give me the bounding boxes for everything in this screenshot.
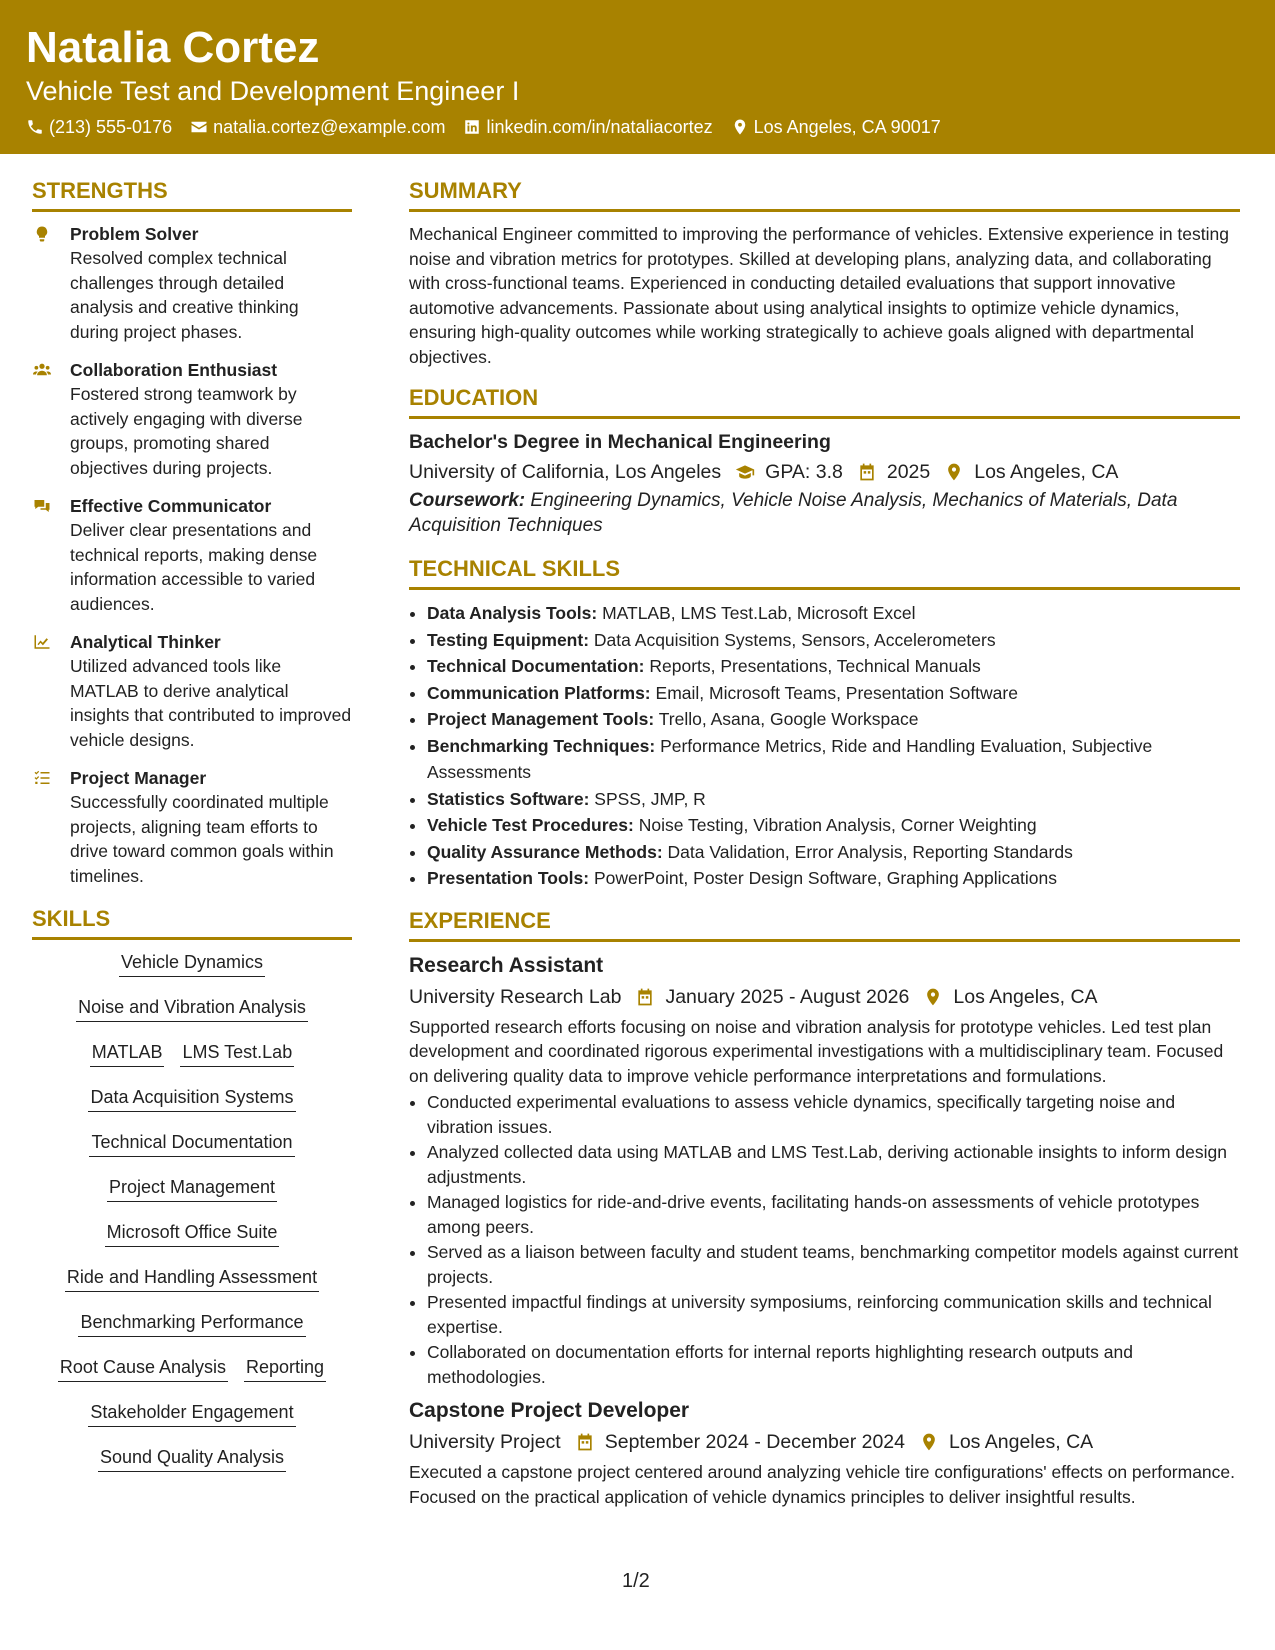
list-item — [427, 812, 1240, 839]
job-org: University Research Lab — [409, 985, 622, 1008]
job-meta — [409, 983, 1240, 1011]
skill-tag: Project Management — [107, 1175, 277, 1202]
strength-title: Project Manager — [70, 768, 207, 788]
location-text: Los Angeles, CA 90017 — [753, 117, 941, 137]
location-pin-icon — [731, 118, 749, 136]
skill-tag: Noise and Vibration Analysis — [76, 995, 308, 1022]
summary-text: Mechanical Engineer committed to improving the performance of vehicles. Extensive experience in testing noise and vibration metrics for prototypes. Skilled at developing plans, analyzing data, and collaborating with cross-functional teams. Experienced in conducting detailed evaluations that support innovative automotive advancements. Passionate about using analytical insights to optimize vehicle dynamics, ensuring high-quality outcomes while working strategically to achieve goals aligned with departmental objectives. — [409, 224, 1229, 367]
linkedin-text: linkedin.com/in/nataliacortez — [486, 117, 713, 137]
strength-item — [32, 630, 352, 752]
list-item — [427, 627, 1240, 654]
location-pin-icon — [923, 987, 943, 1007]
skill-tag: Sound Quality Analysis — [98, 1445, 286, 1472]
job-title: Research Assistant — [409, 953, 604, 977]
skills-cloud — [32, 950, 352, 1490]
job-title: Capstone Project Developer — [409, 1399, 690, 1422]
job-location: Los Angeles, CA — [953, 985, 1098, 1008]
list-item: • Collaborated on documentation efforts for internal reports highlighting research outputs and methodologies. — [427, 1340, 1240, 1389]
envelope-icon — [190, 118, 208, 136]
contact-location — [731, 114, 941, 140]
technical-skills-list — [409, 600, 1240, 892]
skill-values: Data Validation, Error Analysis, Reporting Standards — [667, 841, 1073, 862]
list-item — [427, 865, 1240, 892]
job-location: Los Angeles, CA — [948, 1431, 1094, 1453]
school-name: University of California, Los Angeles — [409, 461, 722, 483]
skill-row — [32, 1355, 352, 1400]
skill-row — [32, 1130, 352, 1175]
phone-text: (213) 555-0176 — [49, 117, 173, 137]
skill-values: SPSS, JMP, R — [594, 788, 706, 809]
graduation-year: 2025 — [886, 461, 931, 483]
skill-tag: Stakeholder Engagement — [88, 1400, 295, 1427]
list-item: • Managed logistics for ride-and-drive events, facilitating hands-on assessments of vehicle prototypes among peers. — [427, 1190, 1240, 1239]
job-dates: September 2024 - December 2024 — [604, 1431, 905, 1453]
skill-tag: Benchmarking Performance — [78, 1310, 305, 1337]
list-item — [427, 706, 1240, 733]
skill-tag: Vehicle Dynamics — [119, 950, 265, 977]
skill-category: Quality Assurance Methods: — [427, 841, 663, 862]
skill-category: Benchmarking Techniques: — [427, 735, 656, 756]
skill-values: Email, Microsoft Teams, Presentation Software — [655, 682, 1018, 703]
job-entry — [409, 1397, 1240, 1509]
lightbulb-icon — [32, 225, 52, 243]
page-number: 1/2 — [622, 1570, 650, 1592]
education-heading: EDUCATION — [409, 383, 1240, 419]
list-item: • Presented impactful findings at university symposiums, reinforcing communication skills and technical expertise. — [427, 1290, 1240, 1339]
skill-tag: Data Acquisition Systems — [88, 1085, 295, 1112]
strength-text: Deliver clear presentations and technical reports, making dense information accessible to varied audiences. — [70, 520, 318, 614]
candidate-title: Vehicle Test and Development Engineer I — [26, 76, 520, 106]
skill-values: Reports, Presentations, Technical Manuals — [649, 656, 981, 676]
skill-tag: Reporting — [244, 1355, 326, 1382]
coursework-label: Coursework: — [409, 490, 526, 511]
skill-tag: Ride and Handling Assessment — [65, 1265, 319, 1292]
chart-line-icon — [32, 633, 52, 651]
skill-category: Data Analysis Tools: — [427, 603, 598, 623]
skill-category: Technical Documentation: — [427, 656, 645, 676]
skill-category: Testing Equipment: — [427, 629, 590, 650]
location-pin-icon — [919, 1432, 939, 1452]
coursework — [409, 488, 1240, 538]
skill-values: PowerPoint, Poster Design Software, Graphing Applications — [593, 868, 1057, 888]
skill-values: Data Acquisition Systems, Sensors, Accelerometers — [593, 629, 996, 650]
right-column — [409, 176, 1240, 1509]
job-entry — [409, 952, 1240, 1390]
strengths-heading: STRENGTHS — [32, 176, 352, 212]
strength-item — [32, 358, 352, 480]
skills-heading: SKILLS — [32, 904, 352, 940]
strength-title: Problem Solver — [70, 224, 199, 244]
skill-category: Statistics Software: — [427, 788, 590, 809]
skill-tag: Technical Documentation — [89, 1130, 294, 1157]
job-bullets — [409, 1090, 1240, 1389]
linkedin-icon — [463, 118, 481, 136]
calendar-icon — [635, 987, 655, 1007]
strength-item — [32, 494, 352, 616]
skill-tag: Root Cause Analysis — [58, 1355, 228, 1382]
skill-row — [32, 995, 352, 1040]
strength-text: Successfully coordinated multiple projects, aligning team efforts to drive toward common goals within timelines. — [70, 792, 334, 886]
list-item — [427, 653, 1240, 680]
list-item — [427, 600, 1240, 627]
strength-item — [32, 222, 352, 344]
graduation-cap-icon — [735, 462, 755, 482]
list-item: • Analyzed collected data using MATLAB and LMS Test.Lab, deriving actionable insights to inform design adjustments. — [427, 1140, 1240, 1189]
skill-row — [32, 950, 352, 995]
skill-row — [32, 1310, 352, 1355]
job-dates: January 2025 - August 2026 — [665, 985, 910, 1008]
skill-row — [32, 1265, 352, 1310]
skill-category: Presentation Tools: — [427, 868, 590, 888]
calendar-icon — [857, 462, 877, 482]
list-item: • Conducted experimental evaluations to assess vehicle dynamics, specifically targeting noise and vibration issues. — [427, 1090, 1240, 1139]
strength-text: Resolved complex technical challenges through detailed analysis and creative thinking during project phases. — [70, 248, 299, 342]
skill-category: Communication Platforms: — [427, 682, 651, 703]
users-icon — [32, 361, 52, 379]
list-item — [427, 733, 1240, 786]
skill-row — [32, 1220, 352, 1265]
skill-tag: LMS Test.Lab — [180, 1040, 294, 1067]
skill-tag: MATLAB — [90, 1040, 165, 1067]
strength-title: Collaboration Enthusiast — [70, 360, 278, 380]
contact-email[interactable] — [190, 114, 445, 140]
contact-bar — [26, 114, 941, 140]
technical-skills-heading: TECHNICAL SKILLS — [409, 554, 1240, 590]
experience-heading: EXPERIENCE — [409, 906, 1240, 942]
location-pin-icon — [944, 462, 964, 482]
strength-text: Utilized advanced tools like MATLAB to derive analytical insights that contributed to improved vehicle designs. — [70, 656, 352, 750]
list-item: • Served as a liaison between faculty and student teams, benchmarking competitor models against current projects. — [427, 1240, 1240, 1289]
skill-row — [32, 1445, 352, 1490]
skill-values: Trello, Asana, Google Workspace — [658, 709, 919, 729]
skill-row — [32, 1400, 352, 1445]
education-location: Los Angeles, CA — [974, 461, 1119, 483]
coursework-list: Engineering Dynamics, Vehicle Noise Analysis, Mechanics of Materials, Data Acquisition Techniques — [409, 490, 1178, 536]
list-check-icon — [32, 769, 52, 787]
contact-linkedin[interactable] — [463, 114, 712, 140]
strength-title: Analytical Thinker — [70, 632, 221, 652]
list-item — [427, 680, 1240, 707]
skill-row — [32, 1040, 352, 1085]
degree-title: Bachelor's Degree in Mechanical Engineering — [409, 431, 831, 453]
left-column — [32, 176, 352, 1490]
contact-phone[interactable] — [26, 114, 172, 140]
list-item — [427, 839, 1240, 866]
comments-icon — [32, 497, 52, 515]
job-org: University Project — [409, 1431, 561, 1453]
skill-tag: Microsoft Office Suite — [105, 1220, 280, 1247]
job-description: Executed a capstone project centered around analyzing vehicle tire configurations' effects on performance. Focused on the practical application of vehicle dynamics principles to deliver insightful results. — [409, 1462, 1236, 1507]
skill-values: Noise Testing, Vibration Analysis, Corner Weighting — [638, 815, 1037, 835]
strength-text: Fostered strong teamwork by actively engaging with diverse groups, promoting shared objectives during projects. — [70, 384, 303, 478]
education-meta — [409, 458, 1240, 486]
resume-header — [0, 0, 1275, 154]
summary-heading: SUMMARY — [409, 176, 1240, 212]
strength-title: Effective Communicator — [70, 496, 272, 516]
phone-icon — [26, 118, 44, 136]
skill-values: Performance Metrics, Ride and Handling Evaluation, Subjective Assessments — [427, 735, 1153, 782]
skill-row — [32, 1175, 352, 1220]
list-item — [427, 786, 1240, 813]
job-meta — [409, 1428, 1240, 1456]
skill-row — [32, 1085, 352, 1130]
gpa: GPA: 3.8 — [765, 461, 843, 483]
strength-item — [32, 766, 352, 888]
calendar-icon — [575, 1432, 595, 1452]
skill-category: Project Management Tools: — [427, 709, 655, 729]
candidate-name: Natalia Cortez — [26, 23, 320, 72]
skill-values: MATLAB, LMS Test.Lab, Microsoft Excel — [602, 603, 916, 623]
email-text: natalia.cortez@example.com — [213, 117, 446, 137]
skill-category: Vehicle Test Procedures: — [427, 815, 634, 835]
job-description: Supported research efforts focusing on noise and vibration analysis for prototype vehicles. Led test plan development and coordinated rigorous experimental investigations with a multidisciplinary team. Focused on delivering quality data to improve vehicle performance interpretations and formulations. — [409, 1016, 1224, 1086]
